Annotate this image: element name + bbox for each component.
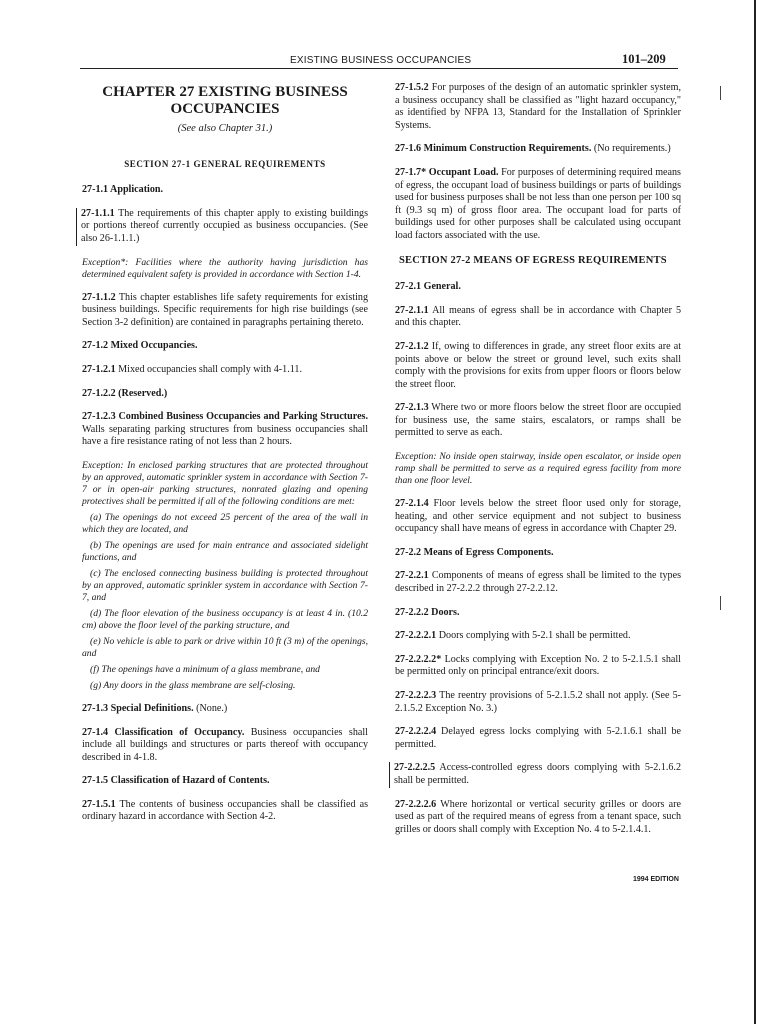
- paragraph-number: 27-2.2.2.4: [395, 726, 437, 738]
- subsection-heading: 27-2.1 General.: [395, 281, 461, 293]
- paragraph-number: 27-2.2.2.5: [394, 762, 436, 774]
- margin-mark: [720, 86, 721, 100]
- paragraph-number: 27-2.1.3: [395, 402, 429, 414]
- paragraph: [395, 143, 681, 156]
- paragraph-text: The contents of business occupancies shall be classified as ordinary hazard in accordance with Section 4-2.: [82, 798, 368, 823]
- condition-item: (a) The openings do not exceed 25 percent of the area of the wall in which they are located, and: [82, 511, 368, 535]
- paragraph-number: 27-2.2.2.2*: [395, 653, 442, 665]
- paragraph-number: 27-2.2.1: [395, 570, 429, 582]
- paragraph: [395, 690, 681, 715]
- edition-footer: 1994 EDITION: [633, 876, 679, 883]
- paragraph: [395, 402, 681, 440]
- paragraph-text: (No requirements.): [591, 143, 671, 155]
- paragraph-heading: 27-1.4 Classification of Occupancy.: [82, 726, 245, 738]
- paragraph-text: Walls separating parking structures from business occupancies shall have a fire resistance rating of not less than 2 hours.: [82, 423, 368, 448]
- paragraph: [82, 364, 368, 377]
- paragraph-text: Delayed egress locks complying with 5-2.1.6.1 shall be permitted.: [395, 726, 681, 750]
- condition-item: (d) The floor elevation of the business occupancy is at least 4 in. (10.2 cm) above the floor level of the parking structure, and: [82, 607, 368, 631]
- paragraph-text: Locks complying with Exception No. 2 to 5-2.1.5.1 shall be permitted only on principal entrance/exit doors.: [395, 653, 681, 678]
- exception-text: Exception: No inside open stairway, inside open escalator, or inside open ramp shall be permitted to serve as a required egress facility from more than one floor level.: [395, 451, 681, 487]
- paragraph-text: Doors complying with 5-2.1 shall be permitted.: [436, 630, 631, 642]
- right-column: [395, 82, 681, 847]
- paragraph-text: If, owing to differences in grade, any street floor exits are at points above or below the street or ground level, such exits shall comply with the provisions for exits from upper floors or floors below the street floor.: [395, 340, 681, 390]
- paragraph: [82, 292, 368, 330]
- paragraph-number: 27-2.1.1: [395, 304, 429, 316]
- paragraph: [389, 762, 681, 787]
- condition-item: (b) The openings are used for main entrance and associated sidelight functions, and: [82, 539, 368, 563]
- left-column: [82, 82, 368, 835]
- header-rule: [80, 68, 678, 69]
- paragraph: [82, 799, 368, 824]
- exception-text: Exception: In enclosed parking structures that are protected throughout by an approved, automatic sprinkler system in accordance with Section 7-7 or in open-air parking structures, nonrated glazing and opening protectives shall be permitted if all of the following conditions are met:: [82, 459, 368, 507]
- paragraph-text: Where two or more floors below the street floor are occupied for business use, the same stairs, escalators, or ramps shall be permitted to serve as each.: [395, 402, 681, 439]
- paragraph-number: 27-2.2.2.1: [395, 630, 437, 642]
- paragraph: [82, 411, 368, 449]
- condition-list: [82, 512, 368, 692]
- paragraph-text: Components of means of egress shall be limited to the types described in 27-2.2.2 through 27-2.2.12.: [395, 570, 681, 595]
- paragraph: [395, 654, 681, 679]
- condition-item: (g) Any doors in the glass membrane are self-closing.: [90, 679, 296, 691]
- subsection-heading: 27-2.2 Means of Egress Components.: [395, 546, 554, 558]
- running-head: EXISTING BUSINESS OCCUPANCIES: [290, 55, 472, 66]
- paragraph: [82, 703, 368, 716]
- paragraph-text: The requirements of this chapter apply to existing buildings or portions thereof currently occupied as business occupancies. (See also 26-1.1.1.): [81, 207, 368, 244]
- paragraph-number: 27-2.2.2.3: [395, 690, 437, 701]
- paragraph: [395, 167, 681, 243]
- paragraph: [395, 799, 681, 837]
- condition-item: (c) The enclosed connecting business building is protected throughout by an approved, automatic sprinkler system in accordance with Section 7-7, and: [82, 567, 368, 603]
- paragraph-text: This chapter establishes life safety requirements for existing business buildings. Specific requirements for high rise buildings (see Section 3-2 definition) are contained in paragraphs pertaining thereto.: [82, 291, 368, 328]
- paragraph-text: Where horizontal or vertical security grilles or doors are used as part of the required means of egress from a tenant space, such grilles or doors shall comply with Exception No. 4 to 5-2.1.4.1.: [395, 798, 681, 835]
- paragraph-number: 27-1.2.1: [82, 363, 116, 375]
- paragraph-text: Business occupancies shall include all buildings and structures or parts thereof with occupancy described in 4-1.8.: [82, 726, 368, 763]
- paragraph-number: 27-1.5.1: [82, 798, 116, 810]
- section-heading: SECTION 27-1 GENERAL REQUIREMENTS: [124, 158, 326, 169]
- paragraph: [76, 208, 368, 246]
- paragraph: [395, 570, 681, 595]
- subsection-heading: 27-1.2.2 (Reserved.): [82, 387, 168, 399]
- paragraph-text: The reentry provisions of 5-2.1.5.2 shall not apply. (See 5-2.1.5.2 Exception No. 3.): [395, 690, 681, 714]
- paragraph-heading: 27-1.7* Occupant Load.: [395, 166, 499, 178]
- chapter-see-also: (See also Chapter 31.): [177, 123, 273, 134]
- chapter-title: CHAPTER 27 EXISTING BUSINESS OCCUPANCIES: [102, 84, 348, 117]
- paragraph-text: Access-controlled egress doors complying with 5-2.1.6.2 shall be permitted.: [394, 762, 681, 786]
- paragraph: [395, 305, 681, 330]
- paragraph-number: 27-2.2.2.6: [395, 798, 437, 810]
- paragraph-text: Floor levels below the street floor used only for storage, heating, and other service equipment and not subject to business occupancy shall have means of egress in accordance with Chapter 29.: [395, 498, 681, 535]
- subsection-heading: 27-1.2 Mixed Occupancies.: [82, 340, 198, 352]
- exception-text: Exception*: Facilities where the authority having jurisdiction has determined equivalent safety is provided in accordance with Section 1-4.: [82, 256, 368, 280]
- paragraph-number: 27-2.1.2: [395, 340, 429, 352]
- subsection-heading: 27-2.2.2 Doors.: [395, 606, 460, 618]
- paragraph-number: 27-1.5.2: [395, 82, 429, 93]
- paragraph-number: 27-1.1.1: [81, 207, 115, 219]
- paragraph-text: (None.): [193, 702, 228, 714]
- paragraph: [395, 726, 681, 751]
- condition-item: (e) No vehicle is able to park or drive within 10 ft (3 m) of the openings, and: [82, 635, 368, 659]
- page-binding-edge: [754, 0, 756, 1024]
- paragraph-text: All means of egress shall be in accordance with Chapter 5 and this chapter.: [395, 304, 681, 329]
- condition-item: (f) The openings have a minimum of a glass membrane, and: [90, 663, 320, 675]
- paragraph: [395, 498, 681, 536]
- paragraph-number: 27-2.1.4: [395, 498, 429, 510]
- section-heading: SECTION 27-2 MEANS OF EGRESS REQUIREMENTS: [399, 254, 667, 266]
- subsection-heading: 27-1.1 Application.: [82, 184, 164, 196]
- paragraph-text: For purposes of determining required means of egress, the occupant load of business buildings or parts of buildings used for business purposes shall be not less than one person per 100 sq ft (9.3 sq m) of gross floor area. The occupant load for parts of buildings used for other purposes shall be calculated using occupant load factors associated with the use.: [395, 166, 681, 241]
- subsection-heading: 27-1.5 Classification of Hazard of Contents.: [82, 775, 270, 787]
- margin-mark: [720, 596, 721, 610]
- paragraph-text: Mixed occupancies shall comply with 4-1.11.: [115, 363, 302, 375]
- paragraph: [395, 630, 681, 643]
- paragraph: [395, 82, 681, 132]
- paragraph: [82, 727, 368, 765]
- paragraph: [395, 341, 681, 391]
- paragraph-heading: 27-1.3 Special Definitions.: [82, 702, 194, 714]
- paragraph-heading: 27-1.2.3 Combined Business Occupancies and Parking Structures.: [82, 411, 368, 423]
- paragraph-text: For purposes of the design of an automatic sprinkler system, a business occupancy shall be classified as "light hazard occupancy," as identified by NFPA 13, Standard for the Installation of Sprinkler Systems.: [395, 82, 681, 131]
- paragraph-heading: 27-1.6 Minimum Construction Requirements.: [395, 143, 592, 155]
- paragraph-number: 27-1.1.2: [82, 291, 116, 303]
- page-number: 101–209: [622, 52, 666, 66]
